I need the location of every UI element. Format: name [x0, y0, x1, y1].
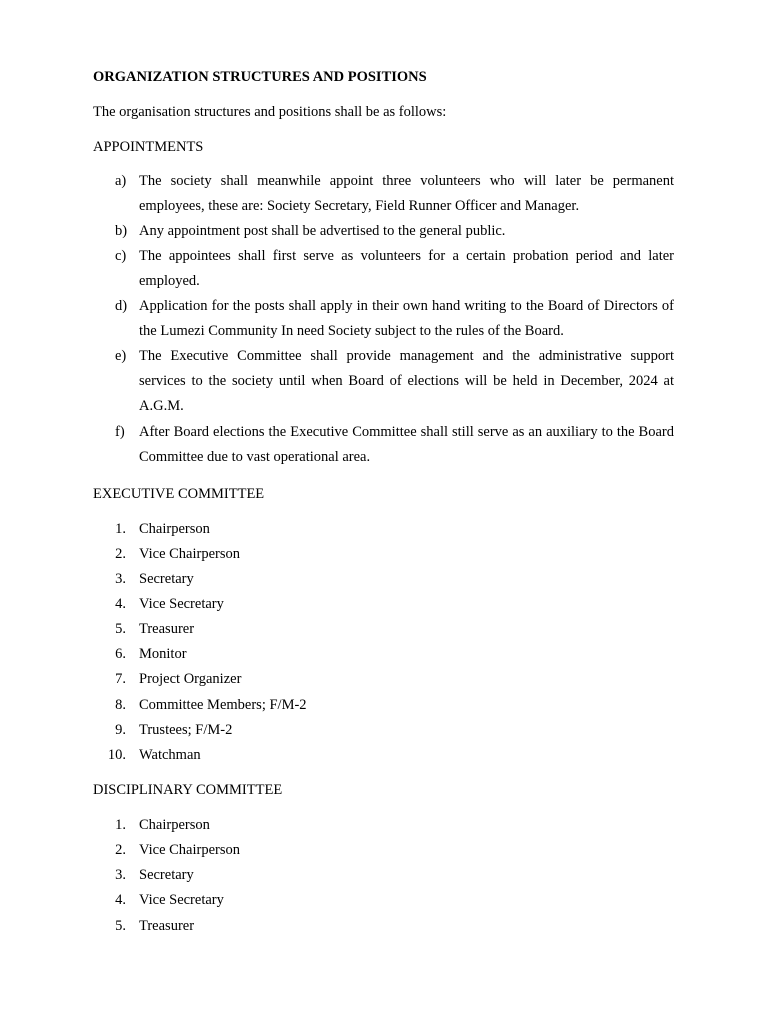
- list-item: [93, 169, 674, 219]
- list-item-text: Application for the posts shall apply in their own hand writing to the Board of Directors of the Lumezi Community In need Society subject to the rules of the Board.: [139, 298, 674, 340]
- list-item: [93, 344, 674, 420]
- list-item-text: Chairperson: [139, 521, 210, 537]
- intro-paragraph: The organisation structures and positions shall be as follows:: [93, 104, 447, 120]
- list-marker: c): [115, 248, 127, 264]
- list-item-text: Committee Members; F/M-2: [139, 697, 307, 713]
- list-item: [93, 420, 674, 470]
- list-item-text: Vice Chairperson: [139, 842, 240, 858]
- list-item: [93, 294, 674, 344]
- list-marker: 6.: [115, 646, 126, 662]
- list-marker: 4.: [115, 596, 126, 612]
- list-marker: 8.: [115, 697, 126, 713]
- list-marker: a): [115, 173, 127, 189]
- list-marker: 3.: [115, 867, 126, 883]
- list-marker: 5.: [115, 621, 126, 637]
- list-marker: 9.: [115, 722, 126, 738]
- list-item: [93, 219, 674, 244]
- list-marker: d): [115, 298, 128, 314]
- list-marker: 7.: [115, 671, 126, 687]
- list-item-text: Secretary: [139, 571, 194, 587]
- list-marker: f): [115, 424, 125, 440]
- list-item-text: Any appointment post shall be advertised to the general public.: [139, 223, 506, 239]
- appointments-heading: APPOINTMENTS: [93, 139, 204, 155]
- list-marker: 1.: [115, 817, 126, 833]
- list-marker: 3.: [115, 571, 126, 587]
- document-title: ORGANIZATION STRUCTURES AND POSITIONS: [93, 69, 427, 85]
- list-item-text: Monitor: [139, 646, 187, 662]
- list-marker: 2.: [115, 546, 126, 562]
- list-marker: 4.: [115, 892, 126, 908]
- list-marker: 5.: [115, 918, 126, 934]
- list-item-text: Vice Secretary: [139, 596, 224, 612]
- disciplinary-committee-heading: DISCIPLINARY COMMITTEE: [93, 782, 283, 798]
- list-item-text: Project Organizer: [139, 671, 242, 687]
- list-item-text: Treasurer: [139, 918, 195, 934]
- list-item-text: Vice Secretary: [139, 892, 224, 908]
- list-marker: 2.: [115, 842, 126, 858]
- list-item-text: Trustees; F/M-2: [139, 722, 233, 738]
- list-marker: b): [115, 223, 128, 239]
- list-marker: 10.: [107, 747, 126, 763]
- list-item-text: Secretary: [139, 867, 194, 883]
- list-marker: 1.: [115, 521, 126, 537]
- list-item-text: The society shall meanwhile appoint three volunteers who will later be permanent employees, these are: Society Secretary, Field Runner Officer and Manager.: [139, 173, 674, 215]
- list-item-text: Watchman: [139, 747, 201, 763]
- list-item-text: After Board elections the Executive Committee shall still serve as an auxiliary to the Board Committee due to vast operational area.: [139, 424, 674, 466]
- list-item-text: Treasurer: [139, 621, 195, 637]
- list-item-text: The Executive Committee shall provide management and the administrative support services to the society until when Board of elections will be held in December, 2024 at A.G.M.: [139, 348, 674, 415]
- list-marker: e): [115, 348, 127, 364]
- list-item: [93, 244, 674, 294]
- list-item-text: Vice Chairperson: [139, 546, 240, 562]
- executive-committee-heading: EXECUTIVE COMMITTEE: [93, 486, 265, 502]
- document-page: [93, 0, 674, 1024]
- list-item-text: The appointees shall first serve as volunteers for a certain probation period and later employed.: [139, 248, 674, 290]
- list-item-text: Chairperson: [139, 817, 210, 833]
